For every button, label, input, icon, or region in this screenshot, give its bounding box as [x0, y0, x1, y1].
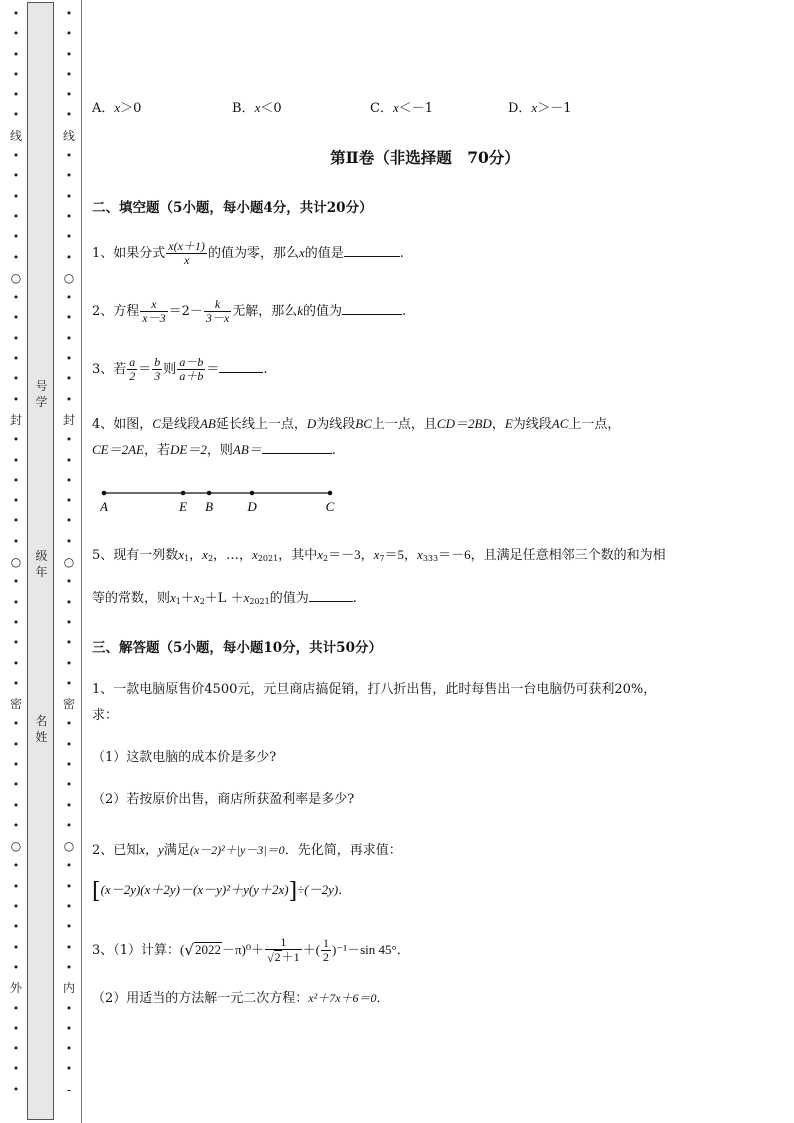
outer-binding-dot: •: [12, 494, 20, 508]
text-run: 为线段: [512, 417, 552, 432]
math-term: CD＝2BD: [436, 416, 492, 431]
segment-diagram: [100, 484, 340, 516]
inner-binding-dot: •: [65, 940, 73, 954]
outer-binding-dot: •: [12, 757, 20, 771]
outer-binding-dot: •: [12, 27, 20, 41]
outer-binding-dot: •: [12, 331, 20, 345]
inner-binding-dot: •: [65, 67, 73, 81]
inner-binding-dot: •: [65, 169, 73, 183]
student-id-label: [28, 378, 55, 410]
math-term: D: [306, 416, 317, 431]
class-label: [28, 548, 55, 580]
outer-binding-mark: ○: [10, 270, 22, 285]
outer-binding-dot: •: [12, 1001, 20, 1015]
point-label-c: C: [325, 499, 335, 514]
outer-binding-dot: •: [12, 352, 20, 366]
outer-binding-dot: •: [12, 47, 20, 61]
outer-binding-dot: •: [12, 189, 20, 203]
outer-binding-dot: •: [12, 859, 20, 873]
answer-blank: [342, 302, 402, 315]
outer-binding-dot: •: [12, 433, 20, 447]
outer-binding-dot: •: [12, 372, 20, 386]
binding-rule: [81, 0, 82, 1123]
point-d: [250, 491, 255, 496]
outer-binding-dot: •: [12, 798, 20, 812]
inner-binding-dot: •: [65, 920, 73, 934]
fill-question-5-line-1: 5、现有一列数$x_1$，$x_2$，…，$x_{2021}$，其中$x_2=-3$，$x_7=5$，$x_{333}=-6$，且满足任意相邻三个数的和为相: [92, 547, 666, 563]
inner-binding-dot: •: [65, 372, 73, 386]
solve-question-1-line-1: 1、一款电脑原售价4500元，元旦商店搞促销，打八折出售，此时每售出一台电脑仍可获利20%，: [92, 682, 657, 697]
fill-question-1: 1、如果分式 $\frac{x(x+1)}{x}$ 的值为零，那么x的值是 .: [92, 239, 404, 268]
outer-binding-dot: •: [12, 473, 20, 487]
option-c: C．x＜－1: [370, 100, 434, 116]
point-label-b: B: [205, 499, 214, 514]
outer-binding-dot: •: [12, 7, 20, 20]
inner-binding-dot: •: [65, 636, 73, 650]
text-run: ，若: [144, 443, 171, 458]
solve-question-1-line-2: 求：: [92, 708, 119, 723]
inner-binding-dot: •: [65, 818, 73, 832]
inner-binding-dot: •: [65, 879, 73, 893]
strip-label-char: 名: [35, 714, 48, 728]
inner-binding-dot: •: [65, 1001, 73, 1015]
answer-blank: [344, 244, 400, 257]
solve-question-3-part-2: （2）用适当的方法解一元二次方程：x²＋7x＋6＝0．: [92, 991, 390, 1006]
outer-binding-column: [9, 4, 23, 1100]
strip-label-char: 姓: [35, 730, 48, 744]
inner-binding-dot: •: [65, 717, 73, 731]
inner-binding-dot: •: [65, 189, 73, 203]
inner-binding-dot: •: [65, 291, 73, 305]
inner-binding-dot: •: [65, 230, 73, 244]
outer-binding-dot: •: [12, 67, 20, 81]
inner-binding-dot: •: [65, 7, 73, 20]
outer-binding-dot: •: [12, 149, 20, 163]
fill-question-4-line-1: [92, 414, 620, 435]
inner-binding-mark: ○: [63, 839, 75, 854]
inner-binding-mark: 密: [62, 697, 75, 712]
outer-binding-dot: •: [12, 209, 20, 223]
inner-binding-dot: •: [65, 494, 73, 508]
math-term: E: [504, 416, 513, 431]
inner-binding-mark: 内: [62, 981, 75, 996]
inner-binding-dot: •: [65, 595, 73, 609]
outer-binding-dot: •: [12, 311, 20, 325]
inner-binding-dot: •: [65, 798, 73, 812]
outer-binding-dot: •: [12, 514, 20, 528]
inner-binding-column: [62, 4, 76, 1100]
inner-binding-dot: •: [65, 88, 73, 102]
math-term: C: [152, 416, 161, 431]
math-term: AB＝: [232, 442, 262, 457]
text-run: 上一点，且: [371, 417, 437, 432]
outer-binding-mark: 线: [9, 128, 22, 143]
strip-label-char: 号: [35, 379, 48, 393]
inner-binding-dot: •: [65, 656, 73, 670]
fill-question-4-line-2: CE＝2AE，若DE＝2，则AB＝ .: [92, 442, 336, 458]
inner-binding-dot: •: [65, 514, 73, 528]
outer-binding-dot: •: [12, 1062, 20, 1076]
answer-blank: [262, 441, 332, 454]
point-a: [102, 491, 107, 496]
outer-binding-dot: •: [12, 920, 20, 934]
option-d: D．x＞－1: [508, 100, 572, 116]
inner-binding-mark: 封: [62, 412, 75, 427]
outer-binding-dot: •: [12, 392, 20, 406]
fill-question-3: 3、若 $\frac{a}{2}$ ＝ $\frac{b}{3}$ 则 $\frac{a-b}{a+b}$ ＝ .: [92, 355, 268, 384]
section-solve-title: 三、解答题（5小题，每小题10分，共计50分）: [92, 640, 382, 656]
inner-binding-dot: •: [65, 473, 73, 487]
outer-binding-dot: •: [12, 737, 20, 751]
section-fill-blank-title: 二、填空题（5小题，每小题4分，共计20分）: [92, 200, 373, 216]
inner-binding-dot: •: [65, 352, 73, 366]
fill-question-2: 2、方程 $\frac{x}{x-3}$ ＝2－ $\frac{k}{3-x}$ 无解，那么k的值为 .: [92, 297, 407, 326]
outer-binding-dot: •: [12, 534, 20, 548]
part-title: 第Ⅱ卷（非选择题 70分）: [330, 148, 520, 167]
outer-binding-dot: •: [12, 676, 20, 690]
inner-binding-dot: •: [65, 108, 73, 122]
point-c: [328, 491, 333, 496]
inner-binding-dot: •: [65, 209, 73, 223]
student-info-strip: [27, 2, 54, 1120]
fraction: $\frac{x(x+1)}{x}$: [168, 239, 205, 268]
outer-binding-dot: •: [12, 717, 20, 731]
point-label-e: E: [179, 499, 188, 514]
text-run: ，则: [206, 443, 233, 458]
inner-binding-dot: •: [65, 433, 73, 447]
inner-binding-dot: •: [65, 1042, 73, 1056]
outer-binding-dot: •: [12, 595, 20, 609]
inner-binding-dot: •: [65, 453, 73, 467]
inner-binding-dot: •: [65, 1062, 73, 1076]
outer-binding-dot: •: [12, 108, 20, 122]
inner-binding-dot: •: [65, 757, 73, 771]
outer-binding-mark: ○: [10, 839, 22, 854]
inner-binding-dot: •: [65, 392, 73, 406]
answer-blank: [219, 360, 263, 373]
outer-binding-mark: 外: [9, 981, 22, 996]
inner-binding-mark: ○: [63, 555, 75, 570]
answer-blank: [309, 589, 353, 602]
inner-binding-dot: •: [65, 534, 73, 548]
text-run: 上一点，: [568, 417, 621, 432]
outer-binding-dot: •: [12, 575, 20, 589]
inner-binding-dot: •: [65, 615, 73, 629]
solve-question-1-sub-2: （2）若按原价出售，商店所获盈利率是多少?: [92, 792, 355, 807]
solve-question-2-expression: [(x－2y)(x＋2y)－(x－y)²＋y(y＋2x)]÷(－2y)．: [92, 879, 352, 904]
math-term: BC: [355, 416, 372, 431]
text-run: 为线段: [316, 417, 356, 432]
inner-binding-dot: •: [65, 331, 73, 345]
math-term: AB: [199, 416, 216, 431]
fill-question-5-line-2: 等的常数，则$x_1+x_2+L +x_{2021}$的值为 .: [92, 590, 357, 606]
outer-binding-dot: •: [12, 818, 20, 832]
strip-label-char: 学: [35, 395, 48, 409]
solve-question-2-line-1: 2、已知x，y满足(x－2)²＋|y－3|＝0．先化简，再求值：: [92, 842, 402, 858]
outer-binding-mark: 密: [9, 697, 22, 712]
outer-binding-dot: •: [12, 453, 20, 467]
outer-binding-dot: •: [12, 169, 20, 183]
outer-binding-mark: 封: [9, 412, 22, 427]
inner-binding-dot: •: [65, 311, 73, 325]
math-term: AC: [551, 416, 569, 431]
point-e: [181, 491, 186, 496]
outer-binding-dot: •: [12, 636, 20, 650]
point-b: [207, 491, 212, 496]
strip-label-char: 级: [35, 549, 48, 563]
inner-binding-dot: •: [65, 900, 73, 914]
inner-binding-dot: •: [65, 27, 73, 41]
inner-binding-dot: •: [65, 250, 73, 264]
strip-label-char: 年: [35, 565, 48, 579]
math-term: DE＝2: [170, 442, 207, 457]
outer-binding-dot: •: [12, 960, 20, 974]
text-run: 延长线上一点，: [215, 417, 307, 432]
inner-binding-dot: •: [65, 676, 73, 690]
outer-binding-dot: •: [12, 615, 20, 629]
solve-question-3-part-1: 3、（1）计算：(√2022－π)⁰＋ $\frac{1}{√2+1}$ ＋( $\frac{1}{2}$ )⁻¹－sin 45°．: [92, 935, 410, 966]
option-b: B．x＜0: [232, 100, 282, 116]
math-term: CE＝2AE: [92, 442, 144, 457]
name-label: [28, 713, 55, 745]
outer-binding-dot: •: [12, 250, 20, 264]
inner-binding-dot: •: [65, 575, 73, 589]
outer-binding-dot: •: [12, 1021, 20, 1035]
inner-binding-mark: 线: [62, 128, 75, 143]
outer-binding-dot: •: [12, 1042, 20, 1056]
outer-binding-dot: •: [12, 656, 20, 670]
text-run: 4、如图，: [92, 417, 153, 432]
inner-binding-mark: ○: [63, 270, 75, 285]
inner-binding-mark: -: [66, 1082, 72, 1097]
outer-binding-dot: •: [12, 778, 20, 792]
inner-binding-dot: •: [65, 1021, 73, 1035]
point-label-a: A: [100, 499, 108, 514]
outer-binding-dot: •: [12, 291, 20, 305]
inner-binding-dot: •: [65, 778, 73, 792]
point-label-d: D: [247, 499, 257, 514]
outer-binding-dot: •: [12, 940, 20, 954]
inner-binding-dot: •: [65, 859, 73, 873]
solve-question-1-sub-1: （1）这款电脑的成本价是多少?: [92, 750, 277, 765]
outer-binding-dot: •: [12, 900, 20, 914]
text-run: ，: [491, 417, 505, 432]
option-a: A．x＞0: [92, 100, 142, 116]
inner-binding-dot: •: [65, 960, 73, 974]
outer-binding-dot: •: [12, 879, 20, 893]
outer-binding-dot: •: [12, 1082, 20, 1096]
text-run: 是线段: [160, 417, 200, 432]
outer-binding-dot: •: [12, 230, 20, 244]
inner-binding-dot: •: [65, 47, 73, 61]
inner-binding-dot: •: [65, 149, 73, 163]
outer-binding-dot: •: [12, 88, 20, 102]
inner-binding-dot: •: [65, 737, 73, 751]
outer-binding-mark: ○: [10, 555, 22, 570]
